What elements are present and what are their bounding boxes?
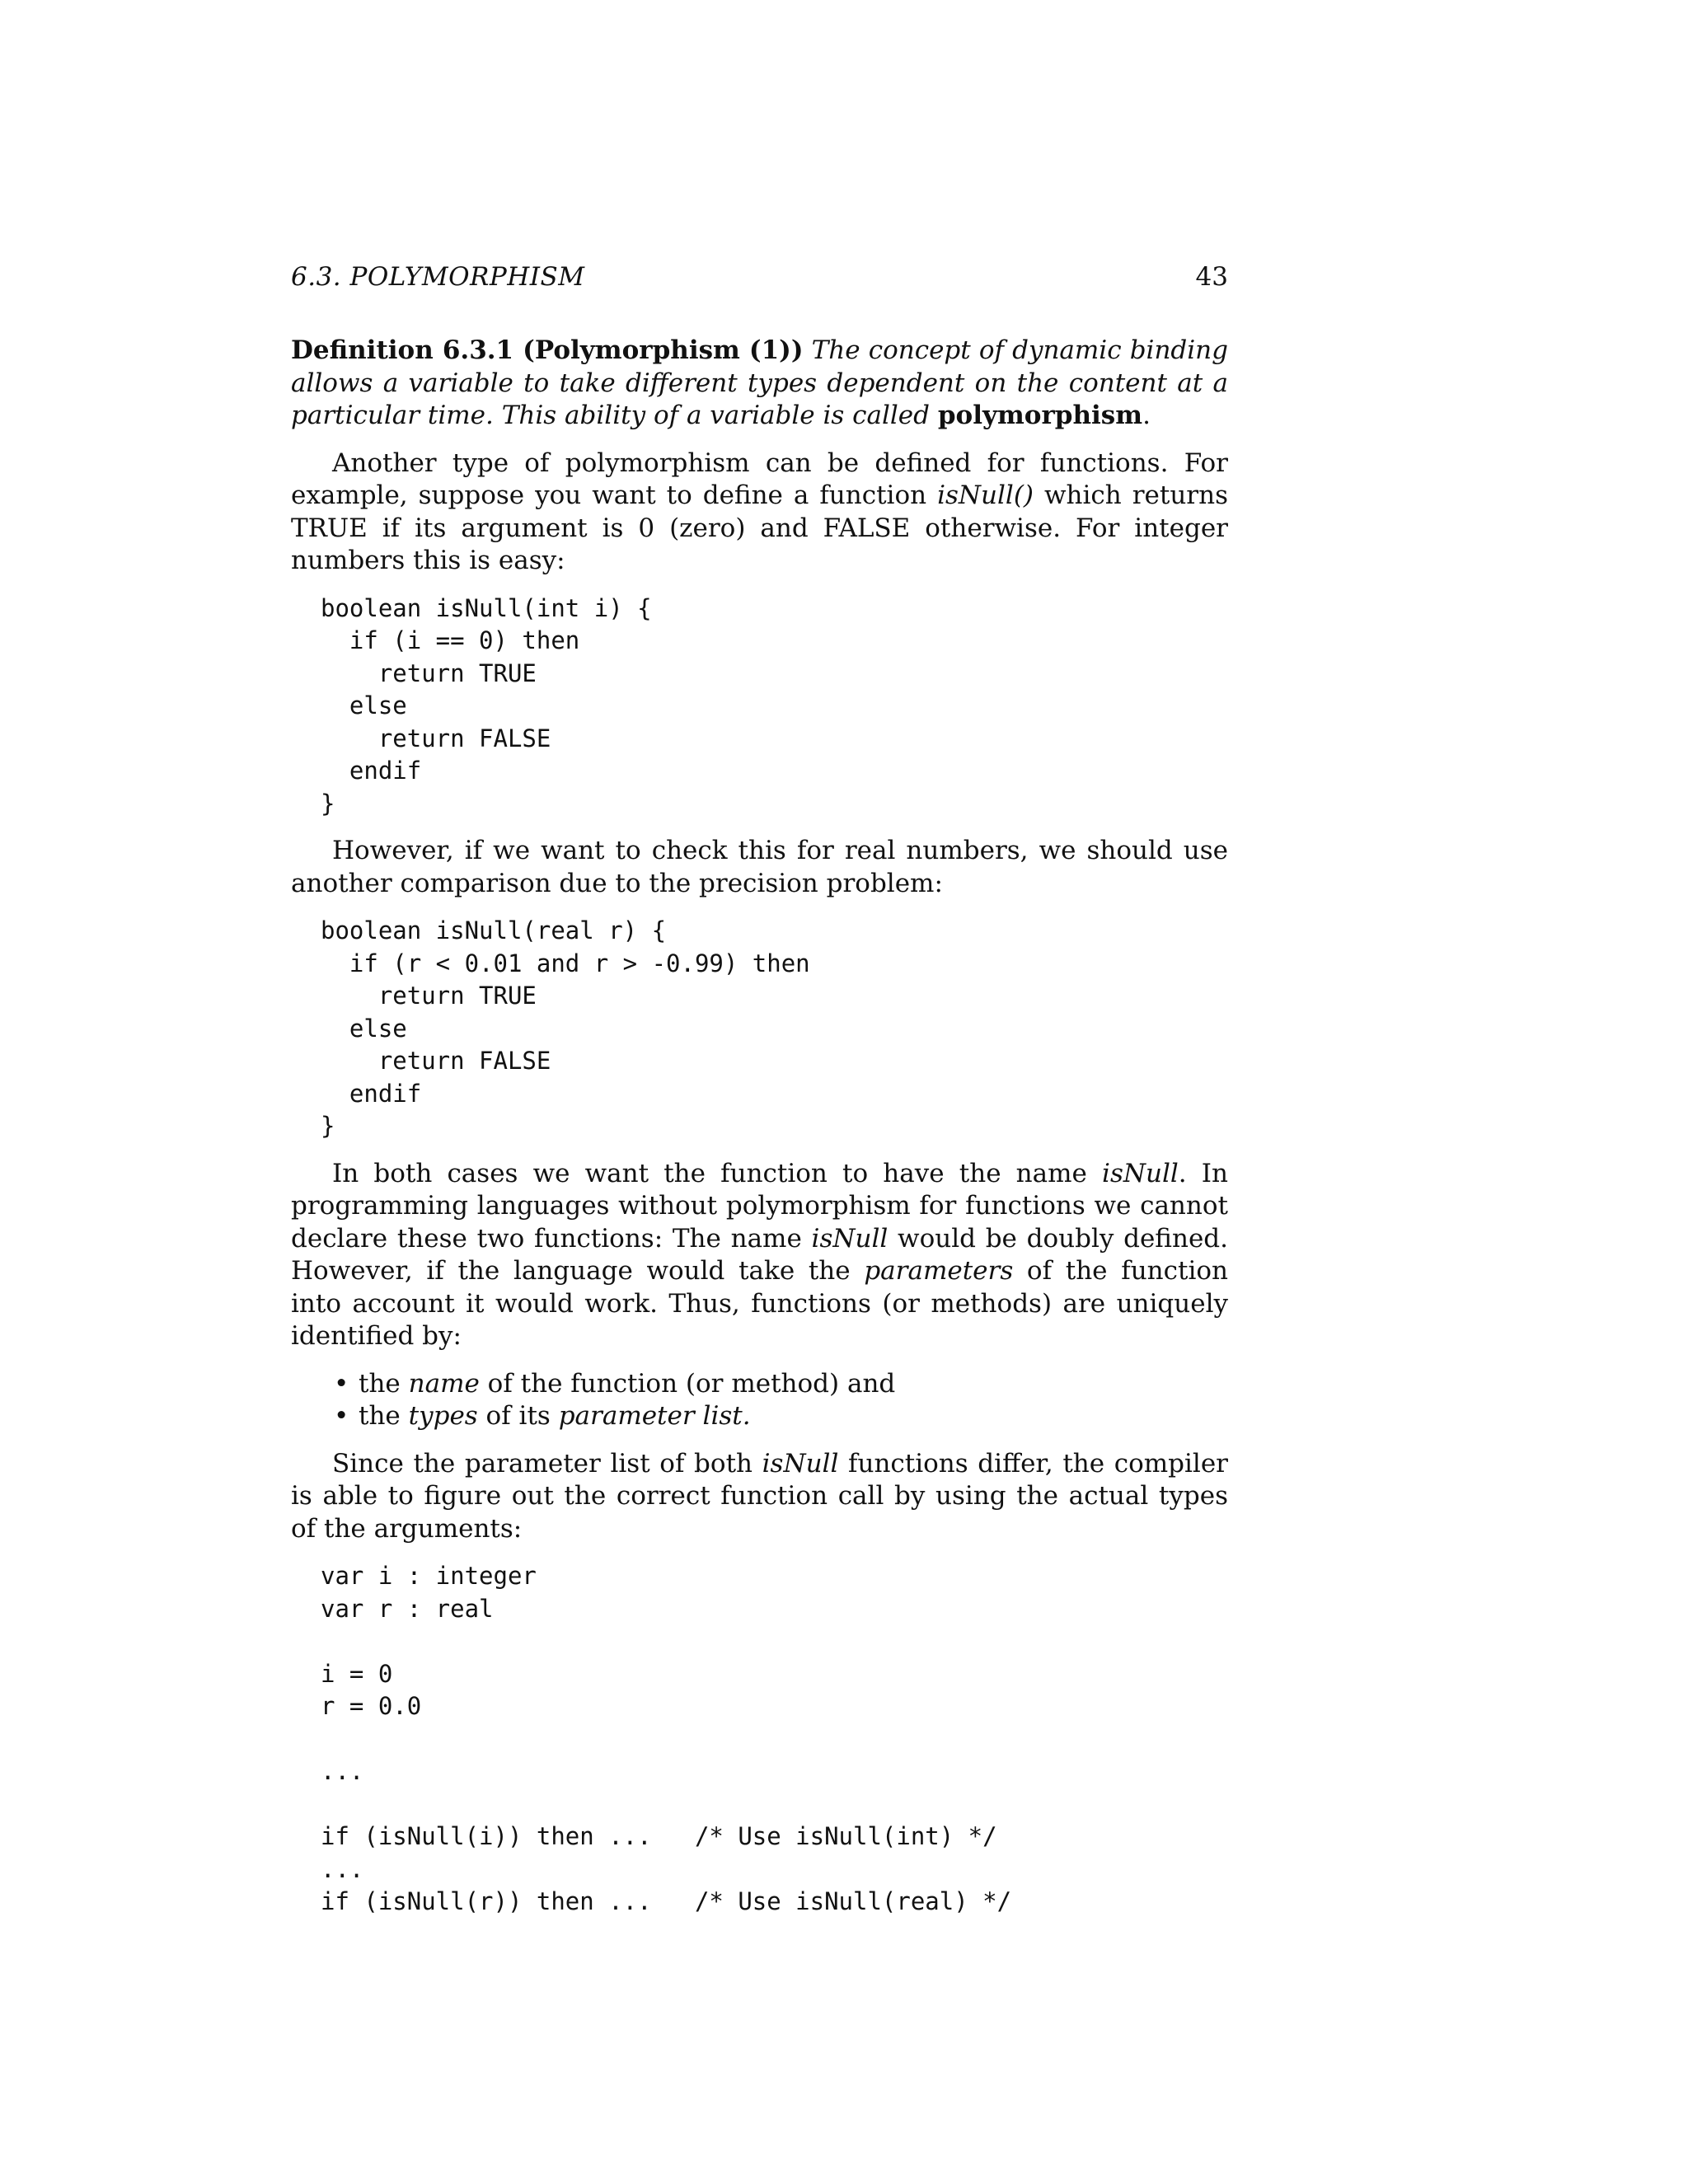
list-item-emphasis: name [408, 1368, 480, 1399]
definition-term: polymorphism [937, 401, 1143, 430]
function-name-isnull: isNull() [937, 480, 1034, 510]
page-number: 43 [1195, 262, 1228, 292]
identification-list [291, 1368, 1228, 1433]
paragraph-intro-text-1: Another type of polymorphism can be defined for functions. For example, suppose you want to define a function [291, 448, 1228, 510]
paragraph-both-cases [291, 1158, 1228, 1353]
list-item-text: of the function (or method) and [479, 1368, 896, 1399]
code-block-real: boolean isNull(real r) { if (r < 0.01 and r > -0.99) then return TRUE else return FALSE endif } [321, 916, 810, 1140]
book-page [291, 262, 1228, 1919]
code-block-usage: var i : integer var r : real i = 0 r = 0.0 ... if (isNull(i)) then ... /* Use isNull(int) */ ... if (isNull(r)) then ... /* Use isNull(real) */ [321, 1562, 1012, 1915]
bullet-icon: • [334, 1401, 349, 1431]
paragraph-both-text-3: would be doubly defined. However, if the language would take the [291, 1223, 1228, 1286]
paragraph-compiler-text-1: Since the parameter list of both [332, 1448, 762, 1479]
bullet-icon: • [334, 1368, 349, 1399]
definition-end: . [1142, 401, 1151, 430]
list-item [332, 1368, 1228, 1401]
code-block-int: boolean isNull(int i) { if (i == 0) then return TRUE else return FALSE endif } [321, 593, 652, 818]
section-title: 6.3. POLYMORPHISM [291, 262, 585, 292]
paragraph-compiler-text-2: functions differ, the compiler is able to figure out the correct function call by using the actual types of the arguments: [291, 1448, 1228, 1544]
paragraph-real: However, if we want to check this for real numbers, we should use another comparison due to the precision problem: [291, 836, 1228, 898]
list-item-emphasis: types [408, 1401, 478, 1431]
definition-label: Definition 6.3.1 (Polymorphism (1)) [291, 335, 804, 365]
parameters-term: parameters [864, 1256, 1014, 1286]
paragraph-intro [291, 448, 1228, 578]
list-item-text: the [359, 1368, 409, 1399]
list-item [332, 1400, 1228, 1433]
list-item-emphasis: parameter list. [558, 1401, 751, 1431]
isnull-name-2: isNull [811, 1223, 889, 1254]
isnull-name-3: isNull [762, 1448, 839, 1479]
paragraph-both-text-1: In both cases we want the function to have the name [332, 1158, 1103, 1188]
paragraph-intro-text-2: which returns TRUE if its argument is 0 (zero) and FALSE otherwise. For integer numbers this is easy: [291, 480, 1229, 575]
running-header [291, 262, 1228, 298]
definition-body: The concept of dynamic binding allows a variable to take different types dependent on the content at a particular time. This ability of a variable is called [291, 335, 1228, 430]
paragraph-both-text-4: of the function into account it would work. Thus, functions (or methods) are uniquely identified by: [291, 1256, 1228, 1351]
paragraph-compiler [291, 1448, 1228, 1546]
isnull-name-1: isNull [1102, 1158, 1179, 1188]
paragraph-both-text-2: . In programming languages without polymorphism for functions we cannot declare these two functions: The name [291, 1158, 1228, 1254]
list-item-text: the [359, 1401, 409, 1431]
list-item-text: of its [477, 1401, 559, 1431]
definition-block [291, 335, 1228, 433]
